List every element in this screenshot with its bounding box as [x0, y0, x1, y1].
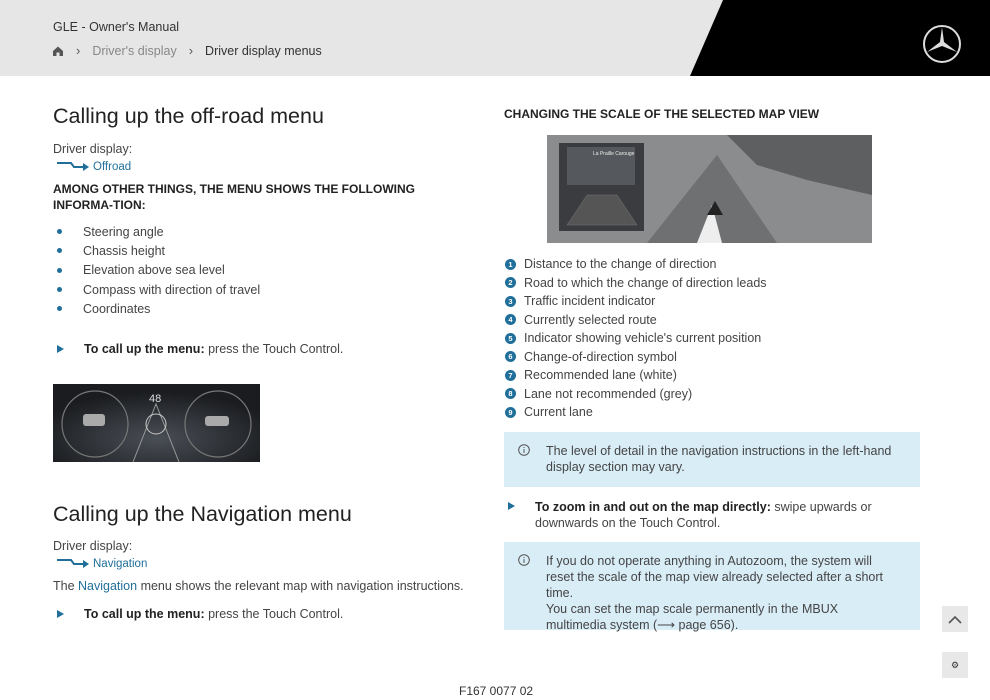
navigation-map-image	[547, 135, 872, 243]
chevron-right-icon: ›	[76, 43, 81, 58]
list-item: 9 Current lane	[505, 403, 767, 422]
list-item: Chassis height	[57, 241, 260, 260]
breadcrumb-current[interactable]: Driver display menus	[205, 43, 322, 58]
offroad-display-image	[53, 384, 260, 462]
list-item: Steering angle	[57, 222, 260, 241]
list-item: Elevation above sea level	[57, 261, 260, 280]
list-item: 7 Recommended lane (white)	[505, 366, 767, 385]
svg-text:La Praille Carouge: La Praille Carouge	[593, 151, 635, 157]
list-item: 3 Traffic incident indicator	[505, 292, 767, 311]
step-triangle-icon	[57, 610, 64, 618]
chevron-right-icon: ›	[188, 43, 194, 58]
arrow-right-icon	[57, 558, 89, 570]
settings-button[interactable]	[942, 652, 968, 678]
offroad-step: To call up the menu: press the Touch Control.	[57, 342, 343, 356]
offroad-link[interactable]: Offroad	[93, 161, 132, 173]
info-icon	[518, 444, 530, 456]
offroad-note: AMONG OTHER THINGS, THE MENU SHOWS THE FOLLOWING INFORMA-TION:	[53, 182, 415, 212]
list-item: 8 Lane not recommended (grey)	[505, 385, 767, 404]
settings-icon: ⚙	[950, 659, 960, 670]
offroad-list	[57, 222, 260, 318]
offroad-nav-path	[57, 161, 131, 173]
list-item: 1 Distance to the change of direction	[505, 255, 767, 274]
driver-display-label: Driver display:	[53, 539, 133, 553]
svg-text:48: 48	[149, 393, 162, 405]
navigation-nav-path	[57, 558, 147, 570]
breadcrumb	[52, 43, 322, 58]
manual-title: GLE - Owner's Manual	[53, 20, 180, 34]
info-box-autozoom: If you do not operate anything in Autozoom, the system will reset the scale of the map view already selected after a short time. You can set the map scale permanently in the MBUX multimedia system (⟶ page 656).	[504, 542, 920, 630]
step-triangle-icon	[57, 345, 64, 353]
chevron-up-icon	[948, 615, 962, 624]
scroll-to-top-button[interactable]	[942, 606, 968, 632]
list-item: 5 Indicator showing vehicle's current position	[505, 329, 767, 348]
list-item: Coordinates	[57, 299, 260, 318]
navigation-step: To call up the menu: press the Touch Control.	[57, 607, 343, 621]
arrow-right-icon	[57, 161, 89, 173]
map-scale-heading: CHANGING THE SCALE OF THE SELECTED MAP VIEW	[504, 107, 820, 121]
list-item: 2 Road to which the change of direction leads	[505, 274, 767, 293]
zoom-step: To zoom in and out on the map directly: swipe upwards or downwards on the Touch Control.	[508, 499, 918, 531]
navigation-link[interactable]: Navigation	[93, 558, 148, 570]
step-triangle-icon	[508, 502, 515, 510]
map-legend	[505, 255, 767, 422]
navigation-title: Calling up the Navigation menu	[53, 502, 352, 526]
list-item: Compass with direction of travel	[57, 280, 260, 299]
list-item: 4 Currently selected route	[505, 311, 767, 330]
figure-code: F167 0077 02	[459, 684, 534, 698]
navigation-sentence: The Navigation menu shows the relevant map with navigation instructions.	[53, 579, 464, 593]
list-item: 6 Change-of-direction symbol	[505, 348, 767, 367]
info-box-detail: The level of detail in the navigation instructions in the left-hand display section may vary.	[504, 432, 920, 487]
navigation-inline-link[interactable]: Navigation	[78, 579, 138, 593]
breadcrumb-drivers-display[interactable]: Driver's display	[92, 43, 177, 58]
home-icon[interactable]	[52, 45, 64, 57]
driver-display-label: Driver display:	[53, 142, 133, 156]
info-icon	[518, 554, 530, 566]
offroad-title: Calling up the off-road menu	[53, 104, 324, 128]
mercedes-star-logo	[922, 24, 962, 64]
